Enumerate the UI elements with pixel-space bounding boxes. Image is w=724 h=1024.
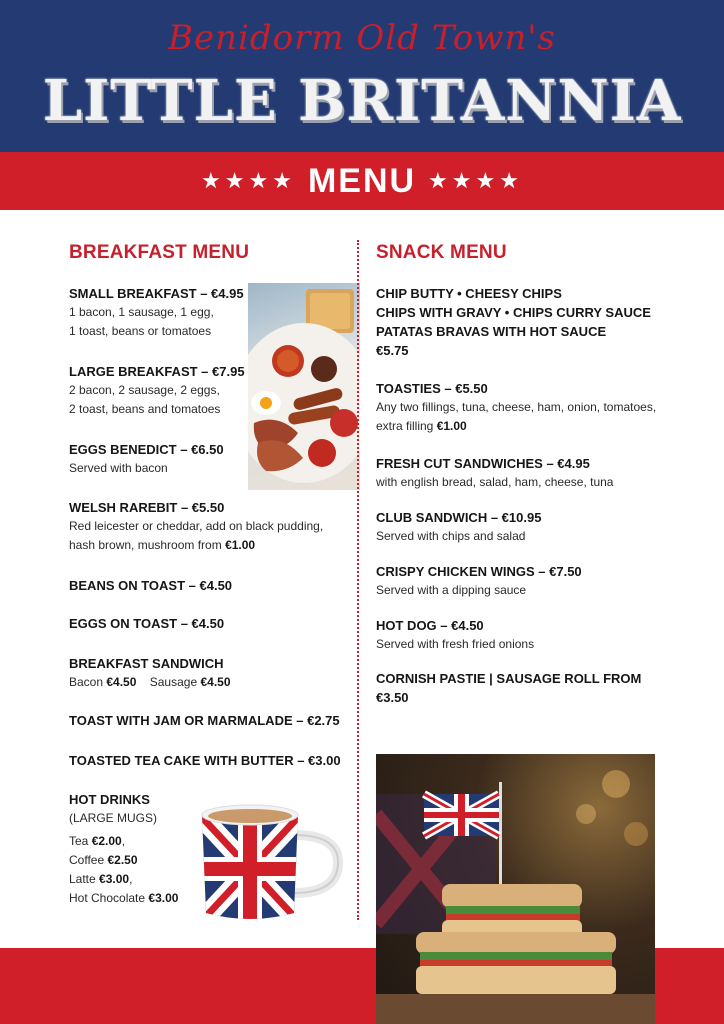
item-desc (69, 673, 349, 692)
header-banner (0, 0, 724, 152)
drink-price: €2.50 (107, 853, 138, 867)
menu-item-beans-on-toast (69, 576, 349, 595)
item-name: CRISPY CHICKEN WINGS – €7.50 (376, 564, 582, 579)
menu-band (0, 152, 724, 210)
drink-hot-chocolate (69, 889, 199, 908)
item-desc-text: extra filling (376, 419, 434, 433)
item-desc: Any two fillings, tuna, cheese, ham, onion, tomatoes, (376, 400, 657, 414)
menu-item-fresh-sandwiches (376, 454, 671, 492)
drink-price: €3.00 (148, 891, 179, 905)
item-desc: Served with fresh fried onions (376, 637, 535, 651)
drink-suffix: , (121, 834, 126, 848)
drink-label: Hot Chocolate (69, 891, 146, 905)
menu-item-toasties (376, 379, 671, 436)
item-desc-text: hash brown, mushroom from (69, 538, 222, 552)
item-name: BREAKFAST SANDWICH (69, 656, 224, 671)
menu-item-toast-jam (69, 711, 354, 730)
item-desc: 1 toast, beans or tomatoes (69, 324, 212, 338)
drink-suffix: , (129, 872, 133, 886)
item-name: CHIPS WITH GRAVY • CHIPS CURRY SAUCE (376, 305, 651, 320)
menu-heading: MENU (307, 161, 417, 200)
union-jack-mug (198, 795, 348, 925)
drink-label: Coffee (69, 853, 105, 867)
menu-item-hot-dog (376, 616, 671, 654)
menu-item-club-sandwich (376, 508, 671, 546)
menu-item-tea-cake (69, 751, 354, 770)
item-desc (376, 417, 671, 436)
item-name: TOASTIES – €5.50 (376, 381, 488, 396)
item-name: TOAST WITH JAM OR MARMALADE – €2.75 (69, 713, 340, 728)
menu-item-eggs-benedict (69, 440, 249, 478)
item-name: CHIP BUTTY • CHEESY CHIPS (376, 286, 562, 301)
drink-coffee (69, 851, 199, 870)
menu-item-eggs-on-toast (69, 614, 349, 633)
restaurant-subtitle: Benidorm Old Town's (167, 18, 557, 58)
menu-item-breakfast-sandwich (69, 654, 349, 692)
item-desc: 2 bacon, 2 sausage, 2 eggs, (69, 383, 220, 397)
sandwich-photo (376, 754, 655, 1024)
breakfast-photo (248, 283, 360, 490)
drink-price: €2.00 (91, 834, 122, 848)
item-name: FRESH CUT SANDWICHES – €4.95 (376, 456, 590, 471)
menu-item-pastie-sausage-roll (376, 669, 671, 707)
drink-label: Latte (69, 872, 96, 886)
column-divider (357, 240, 359, 920)
item-name: LARGE BREAKFAST – €7.95 (69, 364, 245, 379)
item-name: EGGS BENEDICT – €6.50 (69, 442, 224, 457)
item-desc-text: Sausage (149, 675, 198, 689)
item-desc: (LARGE MUGS) (69, 811, 158, 825)
menu-item-chicken-wings (376, 562, 671, 600)
item-name: PATATAS BRAVAS WITH HOT SAUCE (376, 324, 607, 339)
item-desc: Served with bacon (69, 461, 168, 475)
restaurant-title: LITTLE BRITANNIA (42, 68, 682, 134)
item-price: €4.50 (106, 675, 137, 689)
item-desc: 1 bacon, 1 sausage, 1 egg, (69, 305, 214, 319)
item-desc: with english bread, salad, ham, cheese, tuna (376, 475, 614, 489)
menu-item-small-breakfast (69, 284, 249, 341)
item-price: €4.50 (200, 675, 231, 689)
item-name: EGGS ON TOAST – €4.50 (69, 616, 225, 631)
item-price: €1.00 (436, 419, 467, 433)
breakfast-section-title: BREAKFAST MENU (69, 242, 250, 263)
item-desc-text: Bacon (69, 675, 104, 689)
item-name: CLUB SANDWICH – €10.95 (376, 510, 542, 525)
item-desc: Served with a dipping sauce (376, 583, 527, 597)
union-jack-mug-icon (198, 795, 348, 925)
menu-item-hot-drinks (69, 790, 199, 908)
stars-right-icon: ★★★★ (428, 168, 523, 194)
drink-tea (69, 832, 199, 851)
item-name: SMALL BREAKFAST – €4.95 (69, 286, 244, 301)
menu-item-welsh-rarebit (69, 498, 354, 555)
item-price: €5.75 (376, 343, 409, 358)
stars-left-icon: ★★★★ (201, 168, 296, 194)
item-name: HOT DRINKS (69, 792, 150, 807)
item-desc: Served with chips and salad (376, 529, 526, 543)
drink-label: Tea (69, 834, 89, 848)
sandwich-with-flag-icon (376, 754, 655, 1024)
item-name: BEANS ON TOAST – €4.50 (69, 578, 233, 593)
item-price: €3.50 (376, 690, 409, 705)
full-english-breakfast-icon (248, 283, 360, 490)
item-name: CORNISH PASTIE | SAUSAGE ROLL FROM (376, 671, 642, 686)
item-name: HOT DOG – €4.50 (376, 618, 484, 633)
item-desc: 2 toast, beans and tomatoes (69, 402, 221, 416)
item-name: TOASTED TEA CAKE WITH BUTTER – €3.00 (69, 753, 341, 768)
snack-section-title: SNACK MENU (376, 242, 507, 263)
item-desc: Red leicester or cheddar, add on black pudding, (69, 519, 324, 533)
item-desc (69, 536, 354, 555)
item-price: €1.00 (225, 538, 256, 552)
menu-item-large-breakfast (69, 362, 249, 419)
menu-item-chips (376, 284, 666, 360)
drink-price: €3.00 (99, 872, 130, 886)
drink-latte (69, 870, 199, 889)
item-name: WELSH RAREBIT – €5.50 (69, 500, 225, 515)
